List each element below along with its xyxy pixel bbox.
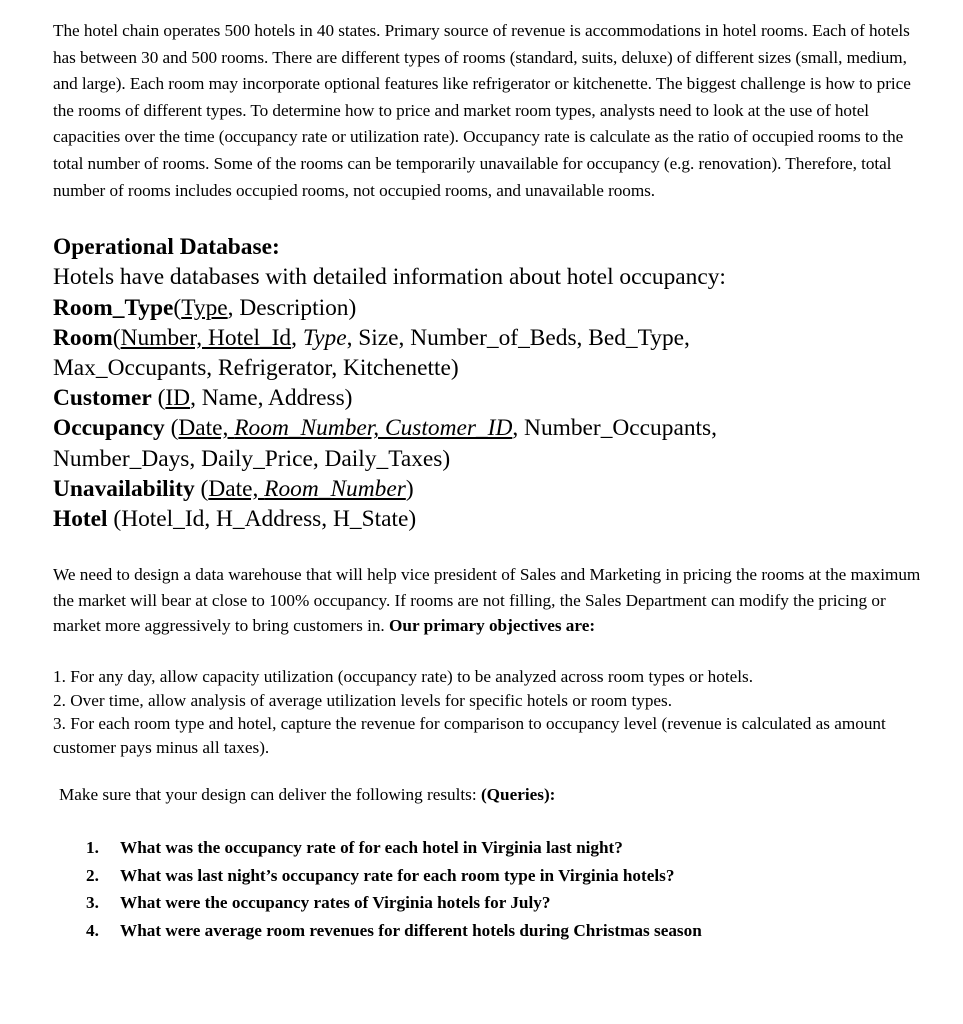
objective-item: 3. For each room type and hotel, capture the revenue for comparison to occupancy level (revenue is calculated as amount customer pays minus all taxes). bbox=[53, 714, 886, 757]
pk-unavailability: Date, Room_Number bbox=[208, 475, 406, 502]
objective-item: 2. Over time, allow analysis of average utilization levels for specific hotels or room types. bbox=[53, 690, 673, 710]
schema-hotel: Hotel (Hotel_Id, H_Address, H_State) bbox=[53, 505, 417, 532]
objective-item: 1. For any day, allow capacity utilization (occupancy rate) to be analyzed across room types or hotels. bbox=[53, 666, 753, 686]
pk-customer: ID bbox=[165, 385, 191, 412]
operational-heading: Operational Database: bbox=[53, 234, 280, 261]
pk-room: Number, Hotel_Id bbox=[120, 324, 292, 351]
query-item: 2. What was last night’s occupancy rate for each room type in Virginia hotels? bbox=[86, 865, 675, 885]
schema-unavailability: Unavailability (Date, Room_Number) bbox=[53, 475, 414, 502]
document-page bbox=[53, 18, 933, 944]
query-item: 1. What was the occupancy rate of for each hotel in Virginia last night? bbox=[86, 838, 623, 858]
pk-occupancy: Date, Room_Number, Customer_ID bbox=[178, 415, 513, 442]
query-item: 4. What were average room revenues for different hotels during Christmas season bbox=[86, 920, 702, 940]
queries-intro: Make sure that your design can deliver the following results: (Queries): bbox=[59, 785, 556, 805]
schema-occupancy-cont: Number_Days, Daily_Price, Daily_Taxes) bbox=[53, 445, 451, 472]
fk-type: Type bbox=[302, 324, 347, 351]
query-item: 3. What were the occupancy rates of Virginia hotels for July? bbox=[86, 893, 551, 913]
queries-list bbox=[86, 834, 933, 944]
schema-room: Room(Number, Hotel_Id, Type, Size, Number_of_Beds, Bed_Type, bbox=[53, 324, 690, 351]
schema-room-cont: Max_Occupants, Refrigerator, Kitchenette) bbox=[53, 354, 459, 381]
intro-paragraph: The hotel chain operates 500 hotels in 40 states. Primary source of revenue is accommodations in hotel rooms. Each of hotels has between 30 and 500 rooms. There are different types of rooms (standard, suits, deluxe) of different sizes (small, medium, and large). Each room may incorporate optional features like refrigerator or kitchenette. The biggest challenge is how to price the rooms of different types. To determine how to price and market room types, analysts need to look at the use of hotel capacities over the time (occupancy rate or utilization rate). Occupancy rate is calculate as the ratio of occupied rooms to the total number of rooms. Some of the rooms can be temporarily unavailable for occupancy (e.g. renovation). Therefore, total number of rooms includes occupied rooms, not occupied rooms, and unavailable rooms. bbox=[53, 21, 911, 200]
pk-type: Type bbox=[181, 294, 228, 321]
schema-occupancy: Occupancy (Date, Room_Number, Customer_ID, Number_Occupants, bbox=[53, 415, 717, 442]
operational-description: Hotels have databases with detailed information about hotel occupancy: bbox=[53, 264, 726, 291]
objectives-list bbox=[53, 665, 933, 759]
operational-database-section bbox=[53, 232, 933, 534]
schema-customer: Customer (ID, Name, Address) bbox=[53, 385, 353, 412]
requirements-paragraph: We need to design a data warehouse that will help vice president of Sales and Marketing in pricing the rooms at the maximum the market will bear at close to 100% occupancy. If rooms are not filling, the Sales Department can modify the pricing or market more aggressively to bring customers in. Our primary objectives are: bbox=[53, 565, 921, 636]
schema-room-type: Room_Type(Type, Description) bbox=[53, 294, 357, 321]
